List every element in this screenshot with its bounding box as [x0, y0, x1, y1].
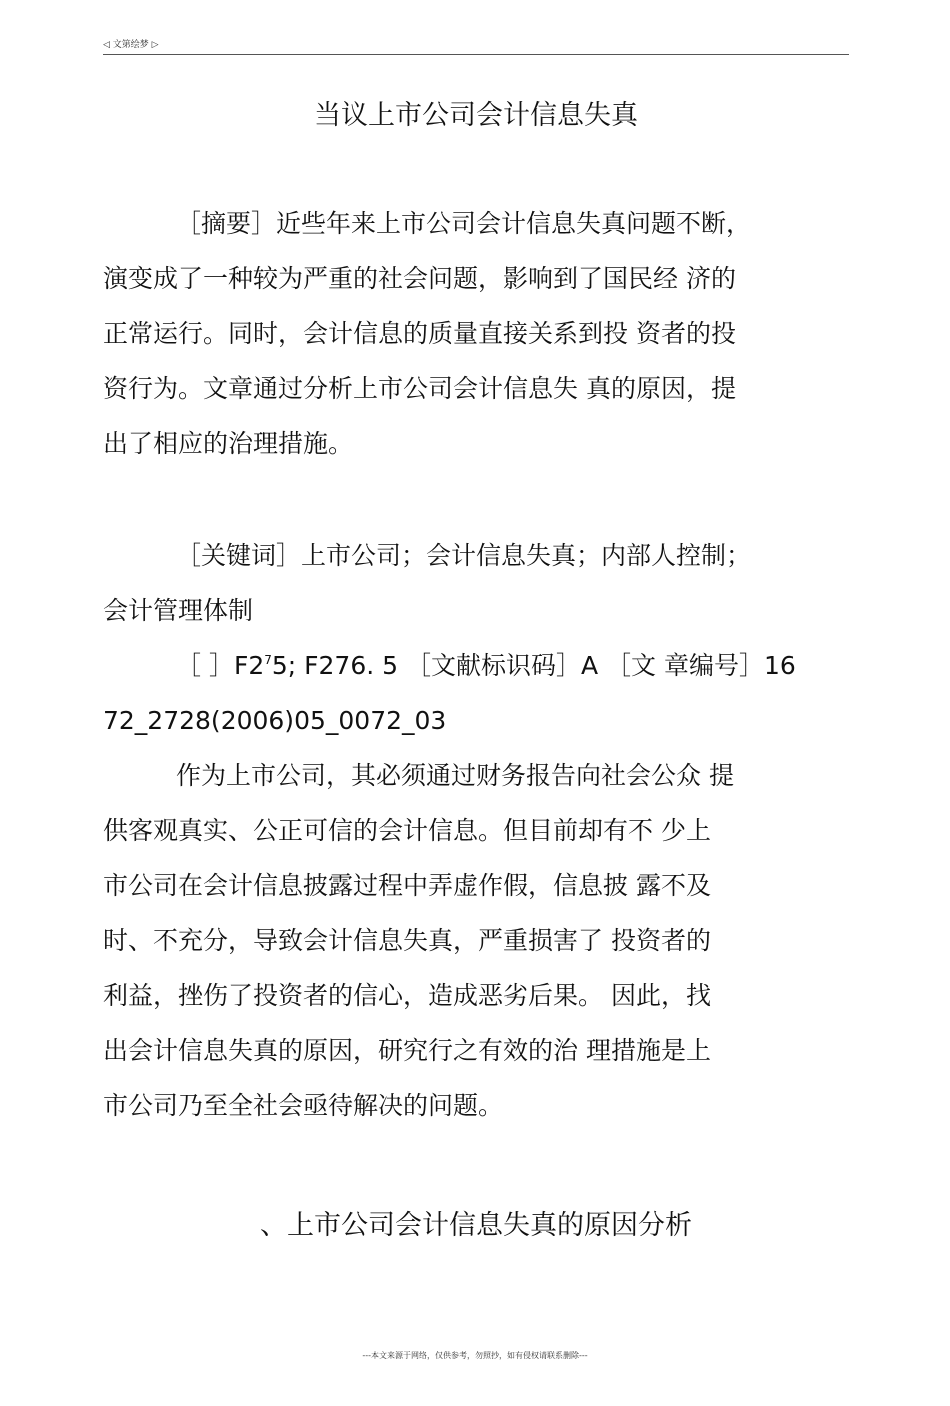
page-footer: ---本文来源于网络，仅供参考，勿照抄，如有侵权请联系删除---: [362, 1351, 588, 1360]
body-line: 市公司乃至全社会亟待解决的问题。: [103, 1091, 504, 1120]
classification-line: 72_2728(2006)05_0072_03: [103, 706, 447, 735]
abstract-paragraph: [103, 196, 849, 471]
section-heading: 、上市公司会计信息失真的原因分析: [260, 1210, 692, 1241]
body-paragraph: [103, 748, 849, 1133]
abstract-line: 出了相应的治理措施。: [103, 429, 354, 458]
body-line: 时、不充分，导致会计信息失真，严重损害了 投资者的: [103, 926, 711, 955]
page-header: [103, 40, 849, 55]
classification-superscript: 7: [264, 653, 272, 667]
body-line: 市公司在会计信息披露过程中弄虚作假，信息披 露不及: [103, 871, 711, 900]
body-line: 利益，挫伤了投资者的信心，造成恶劣后果。 因此，找: [103, 981, 711, 1010]
classification-line: [103, 638, 849, 693]
body-line: 供客观真实、公正可信的会计信息。但目前却有不 少上: [103, 816, 711, 845]
keywords-paragraph: [103, 528, 849, 638]
keywords-line: ［关键词］上市公司；会计信息失真；内部人控制；: [176, 541, 752, 570]
body-line: 作为上市公司，其必须通过财务报告向社会公众 提: [176, 761, 734, 790]
abstract-line: 正常运行。同时，会计信息的质量直接关系到投 资者的投: [103, 319, 736, 348]
abstract-line: 资行为。文章通过分析上市公司会计信息失 真的原因，提: [103, 374, 736, 403]
classification-code-post: 5; F276. 5 ［文献标识码］A ［文 章编号］16: [271, 651, 796, 680]
classification-paragraph: [103, 638, 849, 748]
document-title: 当议上市公司会计信息失真: [314, 100, 638, 131]
abstract-line: ［摘要］近些年来上市公司会计信息失真问题不断，: [176, 209, 752, 238]
keywords-line: 会计管理体制: [103, 596, 254, 625]
body-line: 出会计信息失真的原因，研究行之有效的治 理措施是上: [103, 1036, 711, 1065]
abstract-line: 演变成了一种较为严重的社会问题，影响到了国民经 济的: [103, 264, 736, 293]
header-text: ◁ 文第绘梦 ▷: [103, 40, 159, 50]
classification-code-pre: ［ ］F2: [176, 651, 265, 680]
